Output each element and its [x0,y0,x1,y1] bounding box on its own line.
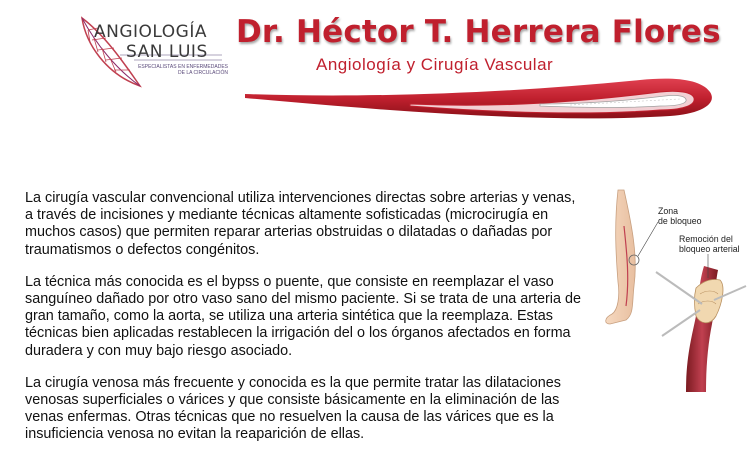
paragraph-venous-surgery: La cirugía venosa más frecuente y conocida es la que permite tratar las dilataciones venosas superficiales o várices y que consiste básicamente en la eliminación de las venas enfermas. Otras técnicas que no resuelven la causa de las várices que es la insuficiencia venosa no evitan la reaparición de ellas. [25,374,561,443]
label-blockage-zone-line2: de bloqueo [658,216,702,226]
logo-tagline-line1: ESPECIALISTAS EN ENFERMEDADES [138,64,228,70]
main-content [25,190,581,459]
page-header [0,0,756,140]
paragraph-conventional-surgery: La cirugía vascular convencional utiliza intervenciones directas sobre arterias y venas, a través de incisiones y mediante técnicas altamente sofisticadas (microcirugía en muchos casos) que permiten reparar arterias obstruidas o dilatadas o dañadas por traumatismos o defectos congénitos. [25,190,576,258]
angiologia-san-luis-logo[interactable] [76,14,226,94]
vascular-surgery-illustration [596,186,756,396]
label-blockage-removal-line2: bloqueo arterial [679,244,740,254]
logo-tagline [138,64,228,76]
artery-cross-section-icon [240,74,740,134]
logo-tagline-line2: DE LA CIRCULACIÓN [177,70,228,76]
label-blockage-removal [679,234,740,254]
specialty-subtitle: Angiología y Cirugía Vascular [316,55,554,74]
label-blockage-removal-line1: Remoción del [679,234,733,244]
label-blockage-zone-line1: Zona [658,206,679,216]
label-blockage-zone [658,206,702,226]
logo-text-line1: ANGIOLOGÍA [94,22,207,42]
paragraph-bypass: La técnica más conocida es el bypss o puente, que consiste en reemplazar el vaso sanguíneo dañado por otro vaso sano del mismo paciente. Si se trata de una arteria de gran tamaño, como la aorta, se utiliza una arteria sintética que la reemplaza. Estas técnicas bien aplicadas restablecen la irrigación del o los órganos afectados en forma duradera y con muy bajo riesgo asociado. [25,273,581,359]
logo-text-line2: SAN LUIS [126,42,208,62]
doctor-name-title: Dr. Héctor T. Herrera Flores [236,14,721,50]
